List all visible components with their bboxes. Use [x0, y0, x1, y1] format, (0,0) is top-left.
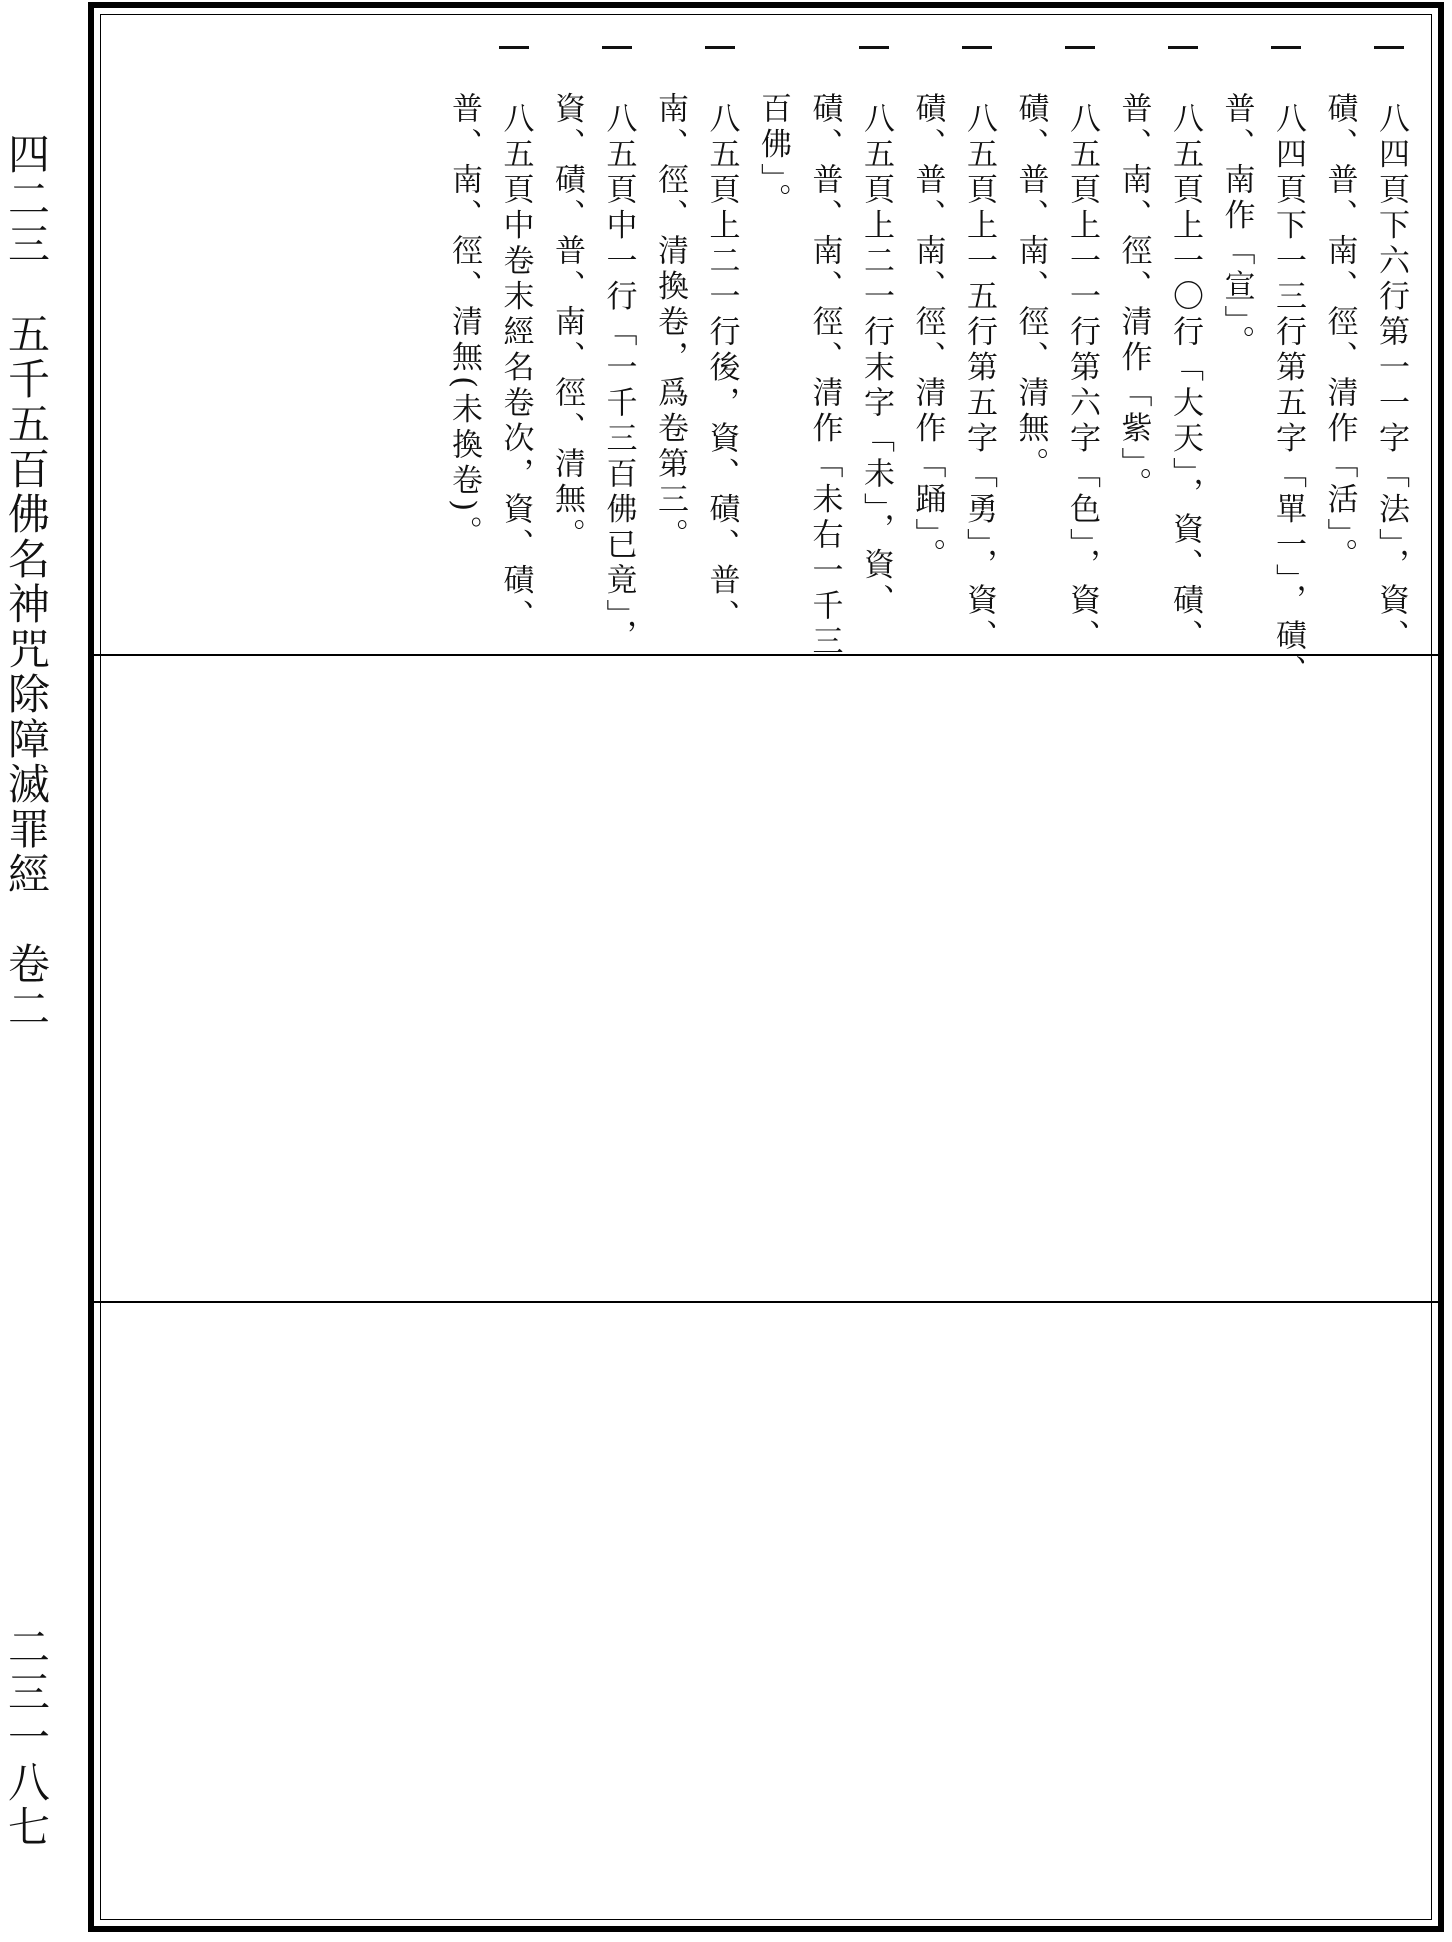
margin-title: 四二三 五千五百佛名神咒除障滅罪經 卷二 [2, 132, 51, 1032]
note-text: 磧、普、南、徑、清作「未右一千三 [806, 92, 843, 660]
note-column [1317, 46, 1363, 636]
note-column [647, 46, 693, 636]
note-text: 磧、普、南、徑、清作「活」。 [1321, 92, 1358, 574]
note-column [956, 46, 1002, 655]
note-text: 普、南、徑、清作「紫」。 [1115, 92, 1152, 503]
note-bullet-dash [962, 46, 992, 49]
divider-lower [94, 1301, 1438, 1303]
collation-notes [0, 0, 1452, 690]
note-text: 八五頁中卷末經名卷次，資、磧、 [497, 102, 534, 635]
note-bullet-dash [499, 46, 529, 49]
note-bullet-dash [1168, 46, 1198, 49]
note-column [596, 46, 642, 655]
note-column [1162, 46, 1208, 655]
note-column [1214, 46, 1260, 636]
note-column [1368, 46, 1414, 655]
note-text: 八五頁上二一行後，資、磧、普、 [703, 102, 740, 635]
note-column [1008, 46, 1054, 636]
note-text: 磧、普、南、徑、清作「踊」。 [909, 92, 946, 574]
note-text: 百佛」。 [755, 92, 791, 219]
note-column [699, 46, 745, 636]
note-text: 磧、普、南、徑、清無。 [1012, 92, 1049, 483]
note-text: 普、南、徑、清無(未換卷)。 [446, 92, 482, 552]
note-bullet-dash [1374, 46, 1404, 49]
note-column [802, 46, 848, 660]
note-bullet-dash [1065, 46, 1095, 49]
note-text: 普、南作「宣」。 [1218, 92, 1255, 361]
note-text: 八五頁上一五行第五字「勇」，資、 [961, 102, 997, 655]
note-bullet-dash [705, 46, 735, 49]
note-column [544, 46, 590, 636]
note-text: 八四頁下一三行第五字「單一」，磧、 [1270, 102, 1306, 690]
note-text: 八五頁中一行「一千三百佛已竟」， [600, 102, 637, 655]
note-column [905, 46, 951, 636]
note-column [1265, 46, 1311, 690]
note-text: 八五頁上一〇行「大天」，資、磧、 [1167, 102, 1203, 655]
page-number: 二三一八七 [2, 1625, 51, 1850]
note-column [441, 46, 487, 636]
note-bullet-dash [859, 46, 889, 49]
note-text: 八四頁下六行第一一字「法」，資、 [1373, 102, 1409, 655]
divider-upper [94, 654, 1438, 656]
note-text: 資、磧、普、南、徑、清無。 [549, 92, 585, 554]
note-bullet-dash [1271, 46, 1301, 49]
note-bullet-dash [602, 46, 632, 49]
note-text: 南、徑、清換卷，爲卷第三。 [652, 92, 688, 554]
note-column [1111, 46, 1157, 636]
note-column [493, 46, 539, 636]
note-text: 八五頁上一一行第六字「色」，資、 [1064, 102, 1100, 655]
note-column [750, 46, 796, 636]
note-text: 八五頁上二一行末字「未」，資、 [858, 102, 894, 619]
note-column [1059, 46, 1105, 655]
note-column [853, 46, 899, 636]
